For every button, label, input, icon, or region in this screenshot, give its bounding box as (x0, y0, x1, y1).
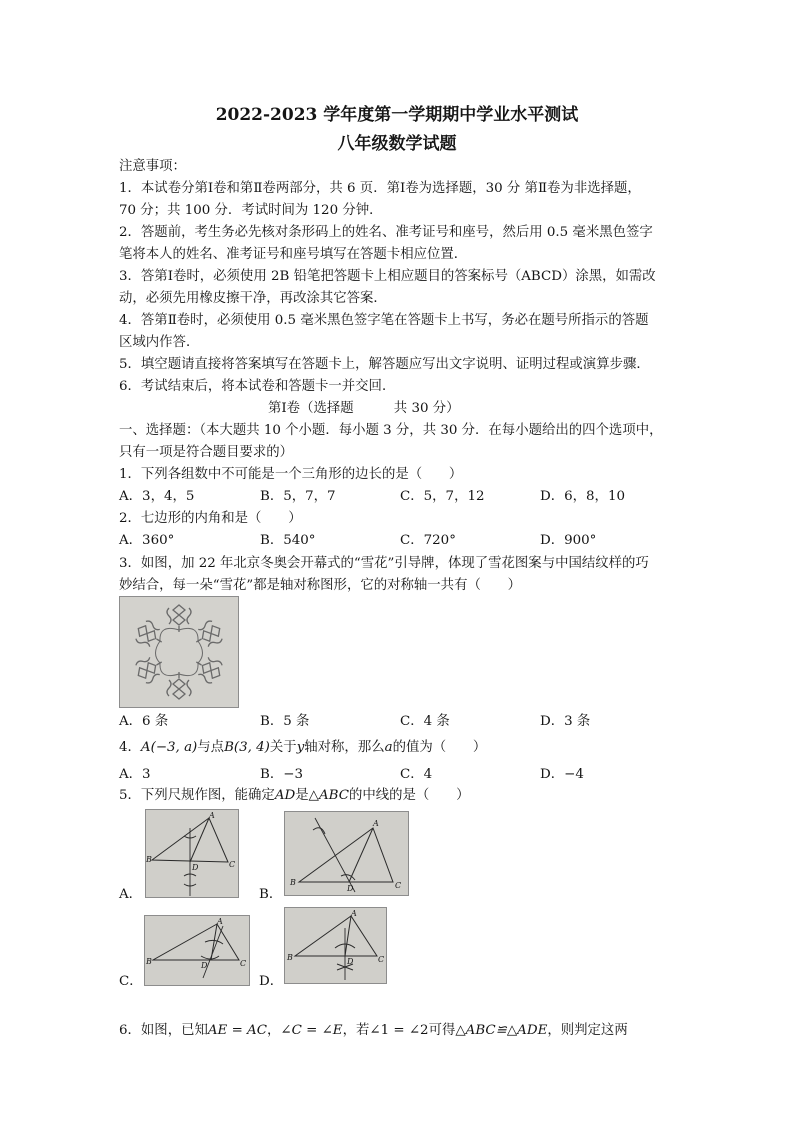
segment-ad: AD (274, 788, 296, 803)
exam-title: 2022-2023 学年度第一学期期中学业水平测试 (215, 105, 579, 125)
question-3-stem: 3．如图，加 22 年北京冬奥会开幕式的“雪花”引导牌，体现了雪花图案与中国结纹样的巧 (119, 556, 649, 571)
question-4-option-c: C．4 (400, 767, 433, 782)
figure-a-label: A． (119, 887, 143, 902)
vertex-label-a: A (217, 917, 223, 926)
congruence-statement: △ABC≌△ADE (455, 1023, 548, 1038)
vertex-label-a: A (351, 909, 357, 918)
question-1-option-c: C．5，7，12 (400, 489, 485, 504)
question-3-option-d: D．3 条 (540, 714, 591, 729)
question-4-option-a: A．3 (119, 767, 151, 782)
stem-text: 关于 (269, 740, 297, 755)
equation-angle-1-2: ∠1 = ∠2 (369, 1023, 429, 1038)
notice-line: 笔将本人的姓名、准考证号和座号填写在答题卡相应位置． (119, 247, 468, 262)
vertex-label-d: D (201, 961, 208, 970)
vertex-label-c: C (229, 860, 236, 869)
stem-text: 是 (295, 788, 309, 803)
construction-figure-a (145, 809, 239, 898)
stem-text: ， (266, 1023, 281, 1038)
stem-text: 的值为（ ） (392, 740, 487, 755)
question-number: 4． (119, 740, 141, 755)
notice-line: 5．填空题请直接将答案填写在答题卡上，解答题应写出文字说明、证明过程或演算步骤． (119, 357, 650, 372)
exam-subtitle: 八年级数学试题 (337, 134, 457, 154)
stem-text: ，则判定这两 (547, 1023, 628, 1038)
question-2-option-d: D．900° (540, 533, 597, 548)
variable-a: a (384, 740, 393, 755)
equation-ae-ac: AE = AC (207, 1023, 267, 1038)
vertex-label-d: D (347, 884, 354, 893)
vertex-label-a: A (373, 819, 379, 828)
point-b: B(3, 4) (224, 740, 270, 755)
stem-text: 5．下列尺规作图，能确定 (119, 788, 275, 803)
stem-text: 与点 (197, 740, 225, 755)
snowflake-figure (119, 596, 239, 708)
vertex-label-b: B (290, 878, 296, 887)
vertex-label-d: D (347, 957, 354, 966)
section-instructions: 只有一项是符合题目要求的） (119, 445, 294, 460)
notice-line: 4．答第Ⅱ卷时，必须使用 0.5 毫米黑色签字笔在答题卡上书写，务必在题号所指示的答题 (119, 313, 649, 328)
question-1-stem: 1．下列各组数中不可能是一个三角形的边长的是（ ） (119, 467, 463, 482)
question-1-option-b: B．5，7，7 (260, 489, 336, 504)
stem-text: 可得 (428, 1023, 456, 1038)
vertex-label-d: D (192, 863, 199, 872)
notice-line: 区域内作答． (119, 335, 200, 350)
question-4-option-b: B．−3 (260, 767, 303, 782)
figure-c-label: C． (119, 974, 143, 989)
question-3-option-c: C．4 条 (400, 714, 450, 729)
construction-figure-c (144, 915, 250, 986)
notice-line: 动，必须先用橡皮擦干净，再改涂其它答案． (119, 291, 387, 306)
vertex-label-c: C (395, 881, 402, 890)
notice-line: 1．本试卷分第Ⅰ卷和第Ⅱ卷两部分，共 6 页．第Ⅰ卷为选择题，30 分 第Ⅱ卷为非选择题， (119, 181, 641, 196)
question-1-option-d: D．6，8，10 (540, 489, 625, 504)
section-instructions: 一、选择题：（本大题共 10 个小题．每小题 3 分，共 30 分．在每小题给出的四个选项中， (119, 423, 663, 438)
stem-text: ，若 (342, 1023, 370, 1038)
stem-text: 的中线的是（ ） (348, 788, 470, 803)
vertex-label-b: B (146, 957, 152, 966)
question-2-option-b: B．540° (260, 533, 316, 548)
question-3-stem: 妙结合，每一朵“雪花”都是轴对称图形，它的对称轴一共有（ ） (119, 578, 522, 593)
vertex-label-a: A (209, 811, 215, 820)
stem-text: 轴对称，那么 (304, 740, 385, 755)
question-4-stem (119, 739, 486, 757)
question-4-option-d: D．−4 (540, 767, 584, 782)
notice-line: 6．考试结束后，将本试卷和答题卡一并交回． (119, 379, 396, 394)
section-title: 第Ⅰ卷（选择题 共 30 分） (268, 401, 460, 416)
point-a: A(−3, a) (140, 740, 198, 755)
notice-line: 3．答第Ⅰ卷时，必须使用 2B 铅笔把答题卡上相应题目的答案标号（ABCD）涂黑，如需改 (119, 269, 656, 284)
axis-variable: y (296, 740, 305, 755)
vertex-label-b: B (287, 953, 293, 962)
question-6-stem (119, 1022, 628, 1040)
figure-b-label: B． (259, 887, 283, 902)
question-5-stem (119, 787, 469, 805)
vertex-label-c: C (378, 955, 385, 964)
vertex-label-c: C (240, 959, 247, 968)
construction-figure-b (284, 811, 409, 896)
figure-d-label: D． (259, 974, 284, 989)
construction-figure-d (284, 907, 387, 984)
notice-line: 2．答题前，考生务必先核对条形码上的姓名、准考证号和座号，然后用 0.5 毫米黑色签字 (119, 225, 653, 240)
notice-line: 70 分；共 100 分．考试时间为 120 分钟． (119, 203, 383, 218)
equation-angle-c-e: ∠C = ∠E (280, 1023, 343, 1038)
question-3-option-b: B．5 条 (260, 714, 310, 729)
question-1-option-a: A．3，4，5 (119, 489, 195, 504)
question-2-option-a: A．360° (119, 533, 175, 548)
question-2-option-c: C．720° (400, 533, 456, 548)
notice-heading: 注意事项： (119, 159, 186, 174)
triangle-abc: △ABC (308, 788, 349, 803)
stem-text: 6．如图，已知 (119, 1023, 208, 1038)
question-2-stem: 2．七边形的内角和是（ ） (119, 511, 302, 526)
vertex-label-b: B (146, 855, 152, 864)
question-3-option-a: A．6 条 (119, 714, 169, 729)
